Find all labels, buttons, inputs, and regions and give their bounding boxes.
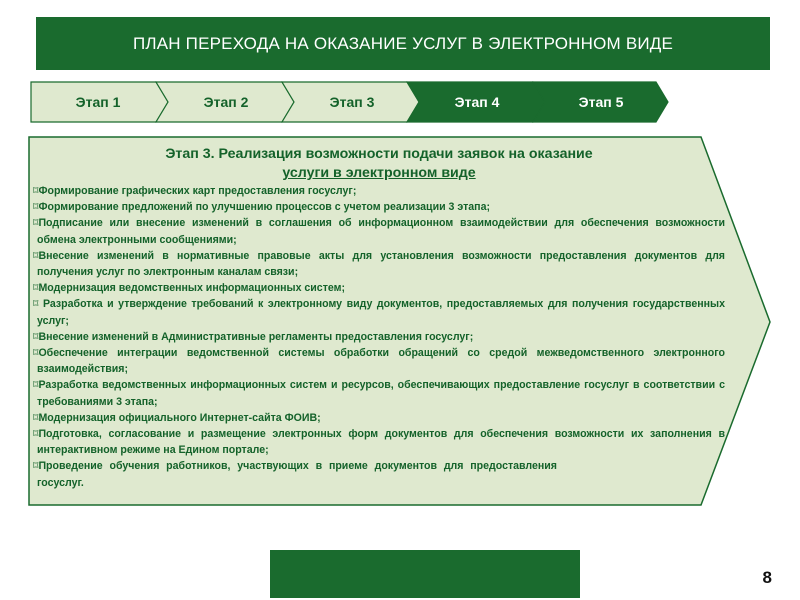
stage-1-label: Этап 1	[75, 94, 121, 110]
bullet-icon: ⌑	[33, 460, 39, 473]
footer-bar	[270, 550, 580, 598]
list-item: ⌑ Разработка и утверждение требований к электронному виду документов, предоставляемых для получения государственных услуг;	[33, 298, 725, 327]
list-item: ⌑Формирование предложений по улучшению процессов с учетом реализации 3 этапа;	[33, 201, 490, 214]
bullet-icon: ⌑	[33, 185, 39, 197]
bullet-icon: ⌑	[33, 330, 39, 343]
bullet-icon: ⌑	[33, 347, 39, 360]
bullet-icon: ⌑	[33, 428, 39, 441]
list-item: ⌑Обеспечение интеграции ведомственной системы обработки обращений со средой межведомственного электронного взаимодействия;	[33, 347, 725, 376]
stage-5-label: Этап 5	[578, 94, 624, 110]
list-item: ⌑Модернизация ведомственных информационных систем;	[33, 282, 346, 295]
bullet-icon: ⌑	[33, 298, 39, 311]
list-item: ⌑Внесение изменений в Административные регламенты предоставления госуслуг;	[33, 330, 474, 343]
bullet-icon: ⌑	[33, 201, 39, 214]
list-item: ⌑Модернизация официального Интернет-сайта ФОИВ;	[33, 411, 321, 424]
bullet-icon: ⌑	[33, 217, 39, 230]
bullet-icon: ⌑	[33, 379, 39, 392]
panel-heading-line-2: услуги в электронном виде	[282, 165, 476, 181]
panel-content	[33, 145, 725, 491]
bullet-icon: ⌑	[33, 282, 39, 295]
page-number: 8	[762, 568, 772, 587]
stage-3-label: Этап 3	[329, 94, 375, 110]
bullet-icon: ⌑	[33, 411, 39, 424]
bullet-icon: ⌑	[33, 249, 39, 262]
list-item: ⌑Внесение изменений в нормативные правовые акты для установления возможности предоставления документов для получения услуг по электронным каналам связи;	[33, 249, 725, 279]
list-item: ⌑Формирование графических карт предоставления госуслуг;	[33, 185, 357, 197]
panel-heading-line-1: Этап 3. Реализация возможности подачи заявок на оказание	[165, 146, 593, 162]
list-item: ⌑Подписание или внесение изменений в соглашения об информационном взаимодействии для обеспечения возможности обмена электронными сообщениями;	[33, 217, 725, 246]
slide-title: ПЛАН ПЕРЕХОДА НА ОКАЗАНИЕ УСЛУГ В ЭЛЕКТРОННОМ ВИДЕ	[36, 17, 770, 70]
list-item: ⌑Проведение обучения работников, участвующих в приеме документов для предоставления госуслуг.	[33, 460, 557, 489]
stage-2-label: Этап 2	[203, 94, 249, 110]
panel-heading	[33, 145, 725, 183]
stage-4-label: Этап 4	[454, 94, 500, 110]
list-item: ⌑Подготовка, согласование и размещение электронных форм документов для обеспечения возможности их заполнения в интерактивном режиме на Едином портале;	[33, 428, 725, 457]
list-item: ⌑Разработка ведомственных информационных систем и ресурсов, обеспечивающих предоставление госуслуг в соответствии с требованиями 3 этапа;	[33, 379, 725, 408]
